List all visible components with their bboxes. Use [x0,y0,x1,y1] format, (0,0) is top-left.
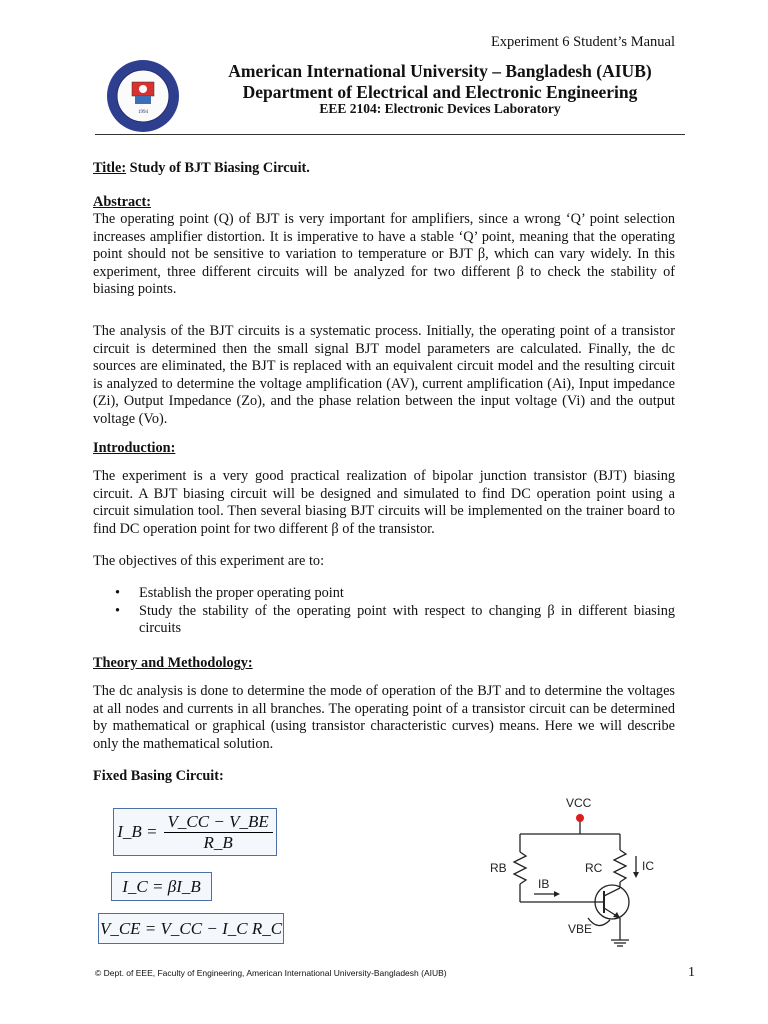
course-name: EEE 2104: Electronic Devices Laboratory [319,101,561,116]
equation-vce: V_CE = V_CC − I_C R_C [98,913,284,944]
introduction-paragraph-1: The experiment is a very good practical realization of bipolar junction transistor (BJT) biasing circuit. A BJT biasing circuit will be designed and simulated to find DC operation point using a circuit simulation tool. Then several biasing BJT circuits will be implemented on the trainer board to find DC operation point for two different β of the transistor. [93,468,675,537]
footer-copyright: © Dept. of EEE, Faculty of Engineering, American International University-Bangladesh (AIUB) [95,968,447,978]
theory-heading: Theory and Methodology: [93,655,253,671]
equation-ib-lhs: I_B = [117,822,158,841]
fixed-bias-circuit-diagram [480,790,680,960]
label-rc: RC [585,861,603,875]
theory-paragraph: The dc analysis is done to determine the mode of operation of the BJT and to determine the voltages at all nodes and currents in all branches. The operating point of a transistor circuit can be determined by mathematical or graphical (using transistor characteristic curves) means. Here we will describe only the mathematical solution. [93,683,675,752]
rc-resistor [614,850,626,882]
label-vbe: VBE [568,922,593,936]
label-ic: IC [642,859,654,873]
list-item: • Establish the proper operating point [115,585,344,601]
title-text: Study of BJT Biasing Circuit. [129,160,310,176]
equation-ib-numerator: V_CC − V_BE [164,812,273,833]
abstract-paragraph-2: The analysis of the BJT circuits is a systematic process. Initially, the operating point of a transistor circuit is determined then the small signal BJT model parameters are calculated. Finally, the dc sources are eliminated, the BJT is replaced with an equivalent circuit model and the resulting circuit is analyzed to determine the voltage amplification (AV), current amplification (Ai), Input impedance (Zi), Output Impedance (Zo), and the phase relation between the input voltage (Vi) and the output voltage (Vo). [93,323,675,427]
manual-label: Experiment 6 Student’s Manual [490,34,675,50]
university-name: American International University – Bangladesh (AIUB) [228,61,652,81]
svg-text:1994: 1994 [138,110,148,115]
list-item: • Study the stability of the operating point with respect to changing β in different biasing circuits [115,602,675,637]
equation-ic: I_C = βI_B [111,872,212,901]
introduction-paragraph-2: The objectives of this experiment are to: [93,553,325,569]
objectives-list [115,585,675,638]
title-label: Title: [93,160,127,176]
introduction-heading: Introduction: [93,440,176,456]
abstract-heading: Abstract: [93,194,151,210]
university-logo [105,58,181,134]
page-number: 1 [688,965,695,980]
document-title [93,160,675,178]
header-divider [95,134,685,135]
vcc-terminal [576,814,584,822]
equation-ib [113,808,277,856]
abstract-paragraph-1: The operating point (Q) of BJT is very important for amplifiers, since a wrong ‘Q’ point selection increases amplifier distortion. It is imperative to have a stable ‘Q’ point, meaning that the operating point should not be sensitive to variation to temperature or BJT β, which can vary widely. In this experiment, three different circuits will be analyzed for two different β to check the stability of biasing points. [93,211,675,298]
rb-resistor [514,852,526,884]
equation-ib-fraction [164,812,273,853]
department-name: Department of Electrical and Electronic Engineering [242,82,638,102]
label-ib: IB [538,877,550,891]
label-rb: RB [490,861,507,875]
fixed-biasing-heading: Fixed Basing Circuit: [93,768,224,784]
equation-ib-denominator: R_B [203,832,233,852]
label-vcc: VCC [566,796,592,810]
